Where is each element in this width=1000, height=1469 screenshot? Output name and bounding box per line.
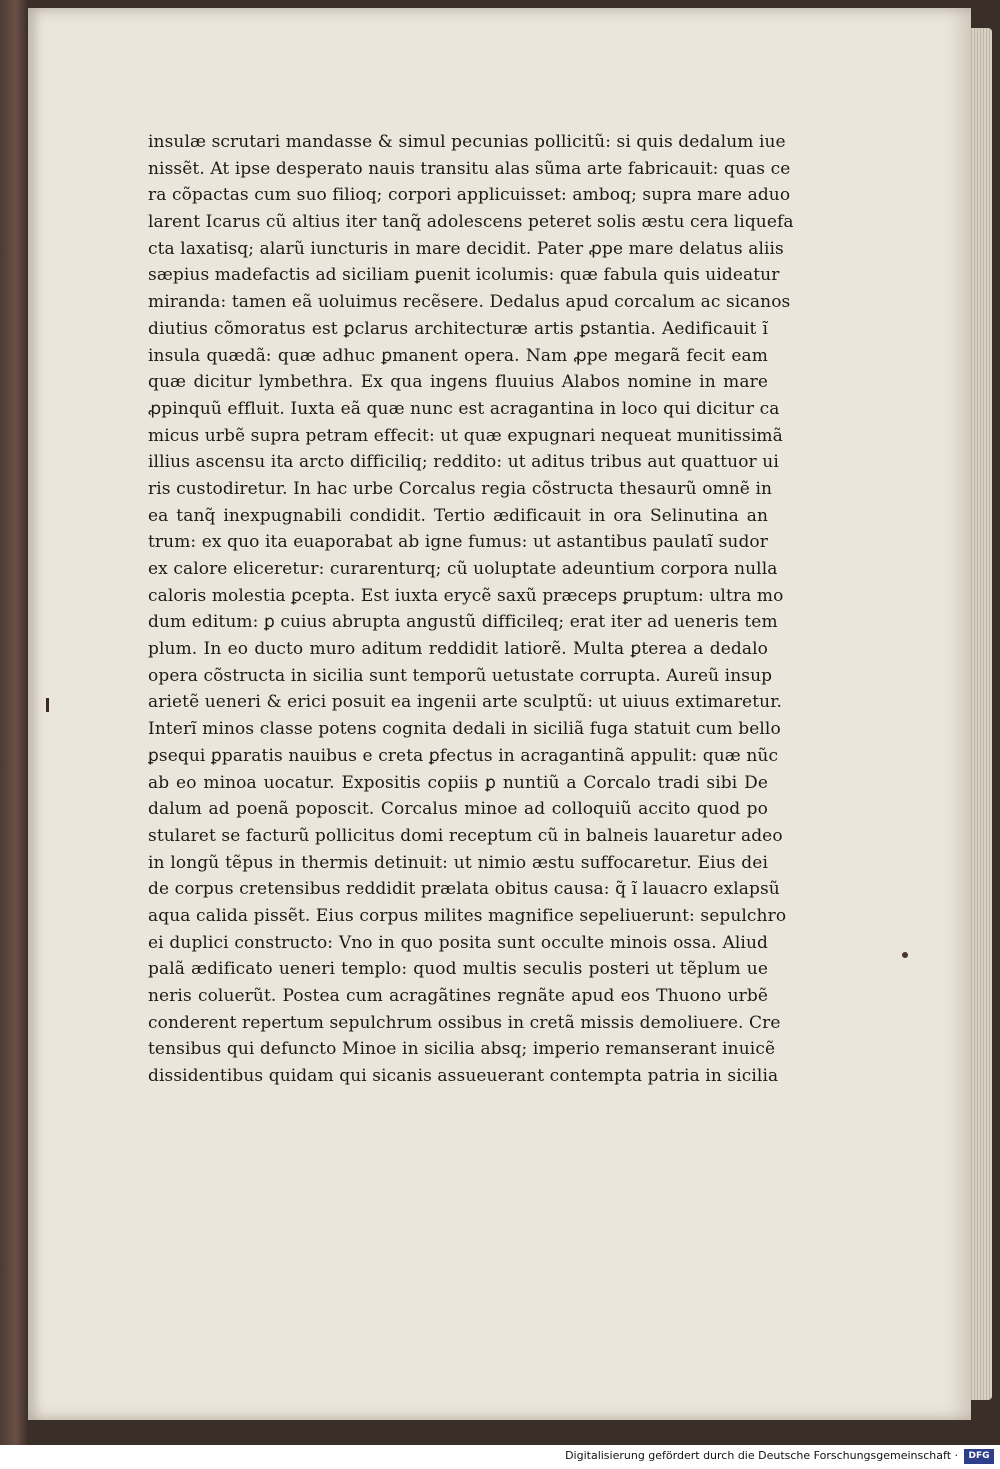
text-block	[148, 129, 794, 1090]
funding-notice: Digitalisierung gefördert durch die Deutsche Forschungsgemeinschaft ·	[565, 1449, 958, 1462]
text-line: ris custodiretur. In hac urbe Corcalus regia cõstructa thesaurũ omnẽ in	[148, 478, 773, 499]
text-line: ra cõpactas cum suo filioq; corpori applicuisset: amboq; supra mare aduo	[148, 185, 791, 206]
text-line: stularet se facturũ pollicitus domi receptum cũ in balneis lauaretur adeo	[148, 825, 783, 846]
ink-spot	[902, 952, 908, 958]
text-line: insulæ scrutari mandasse & simul pecunias pollicitũ: si quis dedalum iue	[148, 132, 786, 152]
text-line: trum: ex quo ita euaporabat ab igne fumus: ut astantibus paulatĩ sudor	[148, 532, 768, 553]
text-line: ei duplici constructo: Vno in quo posita sunt occulte minois ossa. Aliud	[148, 932, 768, 953]
text-line: in longũ tẽpus in thermis detinuit: ut nimio æstu suffocaretur. Eius dei	[148, 852, 768, 873]
text-line: de corpus cretensibus reddidit prælata obitus causa: q̃ ĩ lauacro exlapsũ	[148, 879, 780, 900]
book-binding-edge	[0, 0, 28, 1445]
text-line: sæpius madefactis ad siciliam ꝑuenit icolumis: quæ fabula quis uideatur	[148, 265, 780, 286]
text-line: dissidentibus quidam qui sicanis assueuerant contempta patria in sicilia	[148, 1066, 779, 1087]
text-line: quæ dicitur lymbethra. Ex qua ingens fluuius Alabos nomine in mare	[148, 372, 768, 393]
text-line: ea tanq̃ inexpugnabili condidit. Tertio ædificauit in ora Selinutina an	[148, 505, 768, 526]
text-line: ex calore eliceretur: curarenturq; cũ uoluptate adeuntium corpora nulla	[148, 559, 778, 579]
text-line: tensibus qui defuncto Minoe in sicilia absq; imperio remanserant inuicẽ	[148, 1039, 776, 1060]
text-line: ꝓpinquũ effluit. Iuxta eã quæ nunc est acragantina in loco qui dicitur ca	[148, 398, 780, 419]
text-line: arietẽ ueneri & erici posuit ea ingenii arte sculptũ: ut uiuus extimaretur.	[148, 692, 783, 713]
text-line: insula quædã: quæ adhuc ꝑmanent opera. Nam ꝓpe megarã fecit eam	[148, 345, 768, 366]
book-page	[28, 8, 971, 1420]
text-line: illius ascensu ita arcto difficiliq; reddito: ut aditus tribus aut quattuor ui	[148, 452, 779, 473]
funding-footer	[0, 1445, 1000, 1469]
text-line: diutius cõmoratus est ꝑclarus architecturæ artis ꝑstantia. Aedificauit ĩ	[148, 318, 768, 339]
text-line: ab eo minoa uocatur. Expositis copiis ꝑ nuntiũ a Corcalo tradi sibi De	[148, 772, 768, 793]
text-line: opera cõstructa in sicilia sunt temporũ uetustate corrupta. Aureũ insup	[148, 665, 773, 686]
text-line: caloris molestia ꝑcepta. Est iuxta erycẽ saxũ præceps ꝑruptum: ultra mo	[148, 585, 784, 606]
text-line: miranda: tamen eã uoluimus recẽsere. Dedalus apud corcalum ac sicanos	[148, 292, 791, 313]
text-line: conderent repertum sepulchrum ossibus in cretã missis demoliuere. Cre	[148, 1012, 781, 1033]
text-line: dalum ad poenã poposcit. Corcalus minoe ad colloquiũ accito quod po	[148, 799, 768, 820]
text-line: neris coluerũt. Postea cum acragãtines regnãte apud eos Thuono urbẽ	[148, 986, 768, 1006]
text-line: cta laxatisq; alarũ iuncturis in mare decidit. Pater ꝓpe mare delatus aliis	[148, 238, 784, 259]
text-line: palã ædificato ueneri templo: quod multis seculis posteri ut tẽplum ue	[148, 959, 768, 980]
text-line: micus urbẽ supra petram effecit: ut quæ expugnari nequeat munitissimã	[148, 425, 783, 446]
text-line: Interĩ minos classe potens cognita dedali in siciliã fuga statuit cum bello	[148, 719, 781, 740]
text-line: plum. In eo ducto muro aditum reddidit latiorẽ. Multa ꝑterea a dedalo	[148, 639, 768, 660]
margin-mark	[46, 698, 49, 712]
dfg-logo: DFG	[964, 1449, 994, 1464]
text-line: dum editum: ꝑ cuius abrupta angustũ difficileq; erat iter ad ueneris tem	[148, 612, 778, 633]
text-line: ꝑsequi ꝑparatis nauibus e creta ꝑfectus in acragantinã appulit: quæ nũc	[148, 745, 779, 766]
text-line: aqua calida pissẽt. Eius corpus milites magnifice sepeliuerunt: sepulchro	[148, 905, 787, 926]
text-line: larent Icarus cũ altius iter tanq̃ adolescens peteret solis æstu cera liquefa	[148, 212, 794, 233]
text-line: nissẽt. At ipse desperato nauis transitu alas sũma arte fabricauit: quas ce	[148, 158, 791, 179]
